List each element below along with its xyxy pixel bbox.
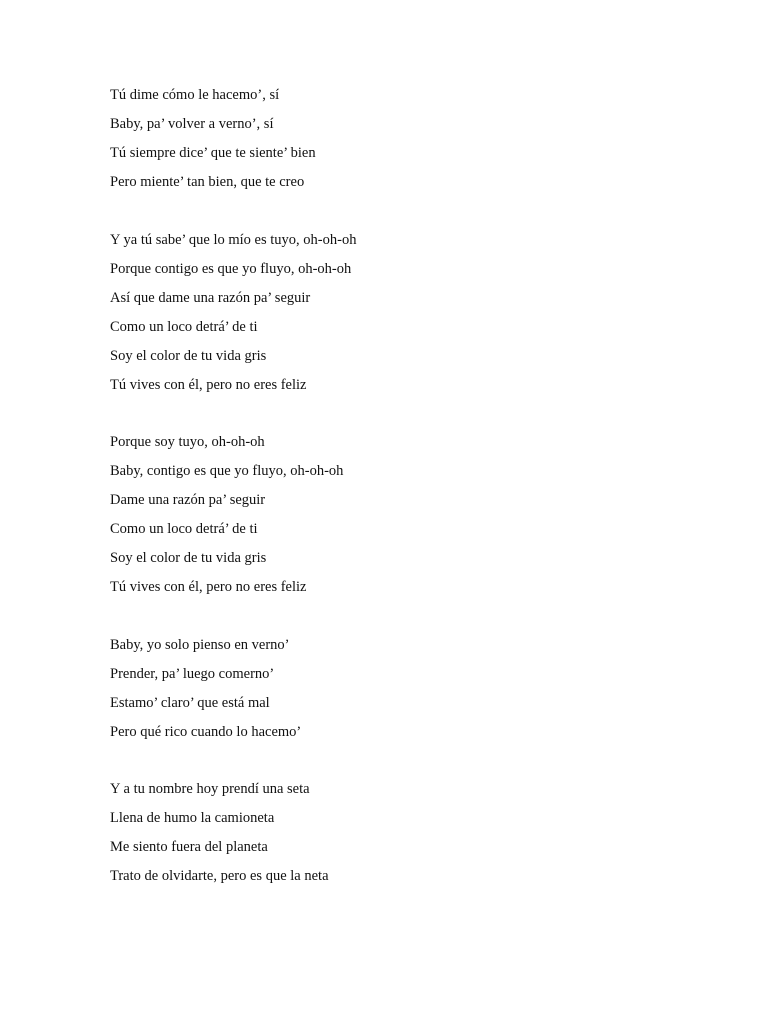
lyric-line: Como un loco detrá’ de ti: [110, 521, 258, 537]
lyric-line: Trato de olvidarte, pero es que la neta: [110, 868, 329, 884]
lyric-line: Pero miente’ tan bien, que te creo: [110, 174, 305, 190]
lyric-line: Baby, yo solo pienso en verno’: [110, 636, 290, 653]
lyric-line: Tú vives con él, pero no eres feliz: [110, 376, 307, 393]
lyric-line: Como un loco detrá’ de ti: [110, 318, 258, 335]
lyric-line: Y ya tú sabe’ que lo mío es tuyo, oh-oh-oh: [110, 231, 357, 248]
lyrics-body: [110, 84, 710, 923]
lyric-line: Llena de humo la camioneta: [110, 810, 275, 826]
lyric-line: Baby, contigo es que yo fluyo, oh-oh-oh: [110, 463, 344, 479]
stanza-3: [110, 431, 710, 605]
lyric-line: Así que dame una razón pa’ seguir: [110, 289, 311, 306]
stanza-4: [110, 634, 710, 750]
lyric-line: Prender, pa’ luego comerno’: [110, 665, 275, 682]
stanza-2: [110, 229, 710, 403]
lyric-line: Me siento fuera del planeta: [110, 839, 268, 855]
lyric-line: Porque soy tuyo, oh-oh-oh: [110, 434, 265, 450]
lyric-line: Tú siempre dice’ que te siente’ bien: [110, 145, 316, 161]
lyric-line: Tú vives con él, pero no eres feliz: [110, 579, 307, 595]
stanza-5: [110, 778, 710, 894]
lyric-line: Y a tu nombre hoy prendí una seta: [110, 781, 310, 797]
lyric-line: Dame una razón pa’ seguir: [110, 492, 266, 508]
lyric-line: Tú dime cómo le hacemo’, sí: [110, 87, 280, 103]
lyric-line: Soy el color de tu vida gris: [110, 550, 267, 566]
lyric-line: Soy el color de tu vida gris: [110, 347, 267, 364]
lyric-line: Pero qué rico cuando lo hacemo’: [110, 723, 302, 740]
lyric-line: Baby, pa’ volver a verno’, sí: [110, 116, 274, 132]
lyric-line: Estamo’ claro’ que está mal: [110, 694, 270, 711]
stanza-1: [110, 84, 710, 200]
lyric-line: Porque contigo es que yo fluyo, oh-oh-oh: [110, 260, 352, 277]
